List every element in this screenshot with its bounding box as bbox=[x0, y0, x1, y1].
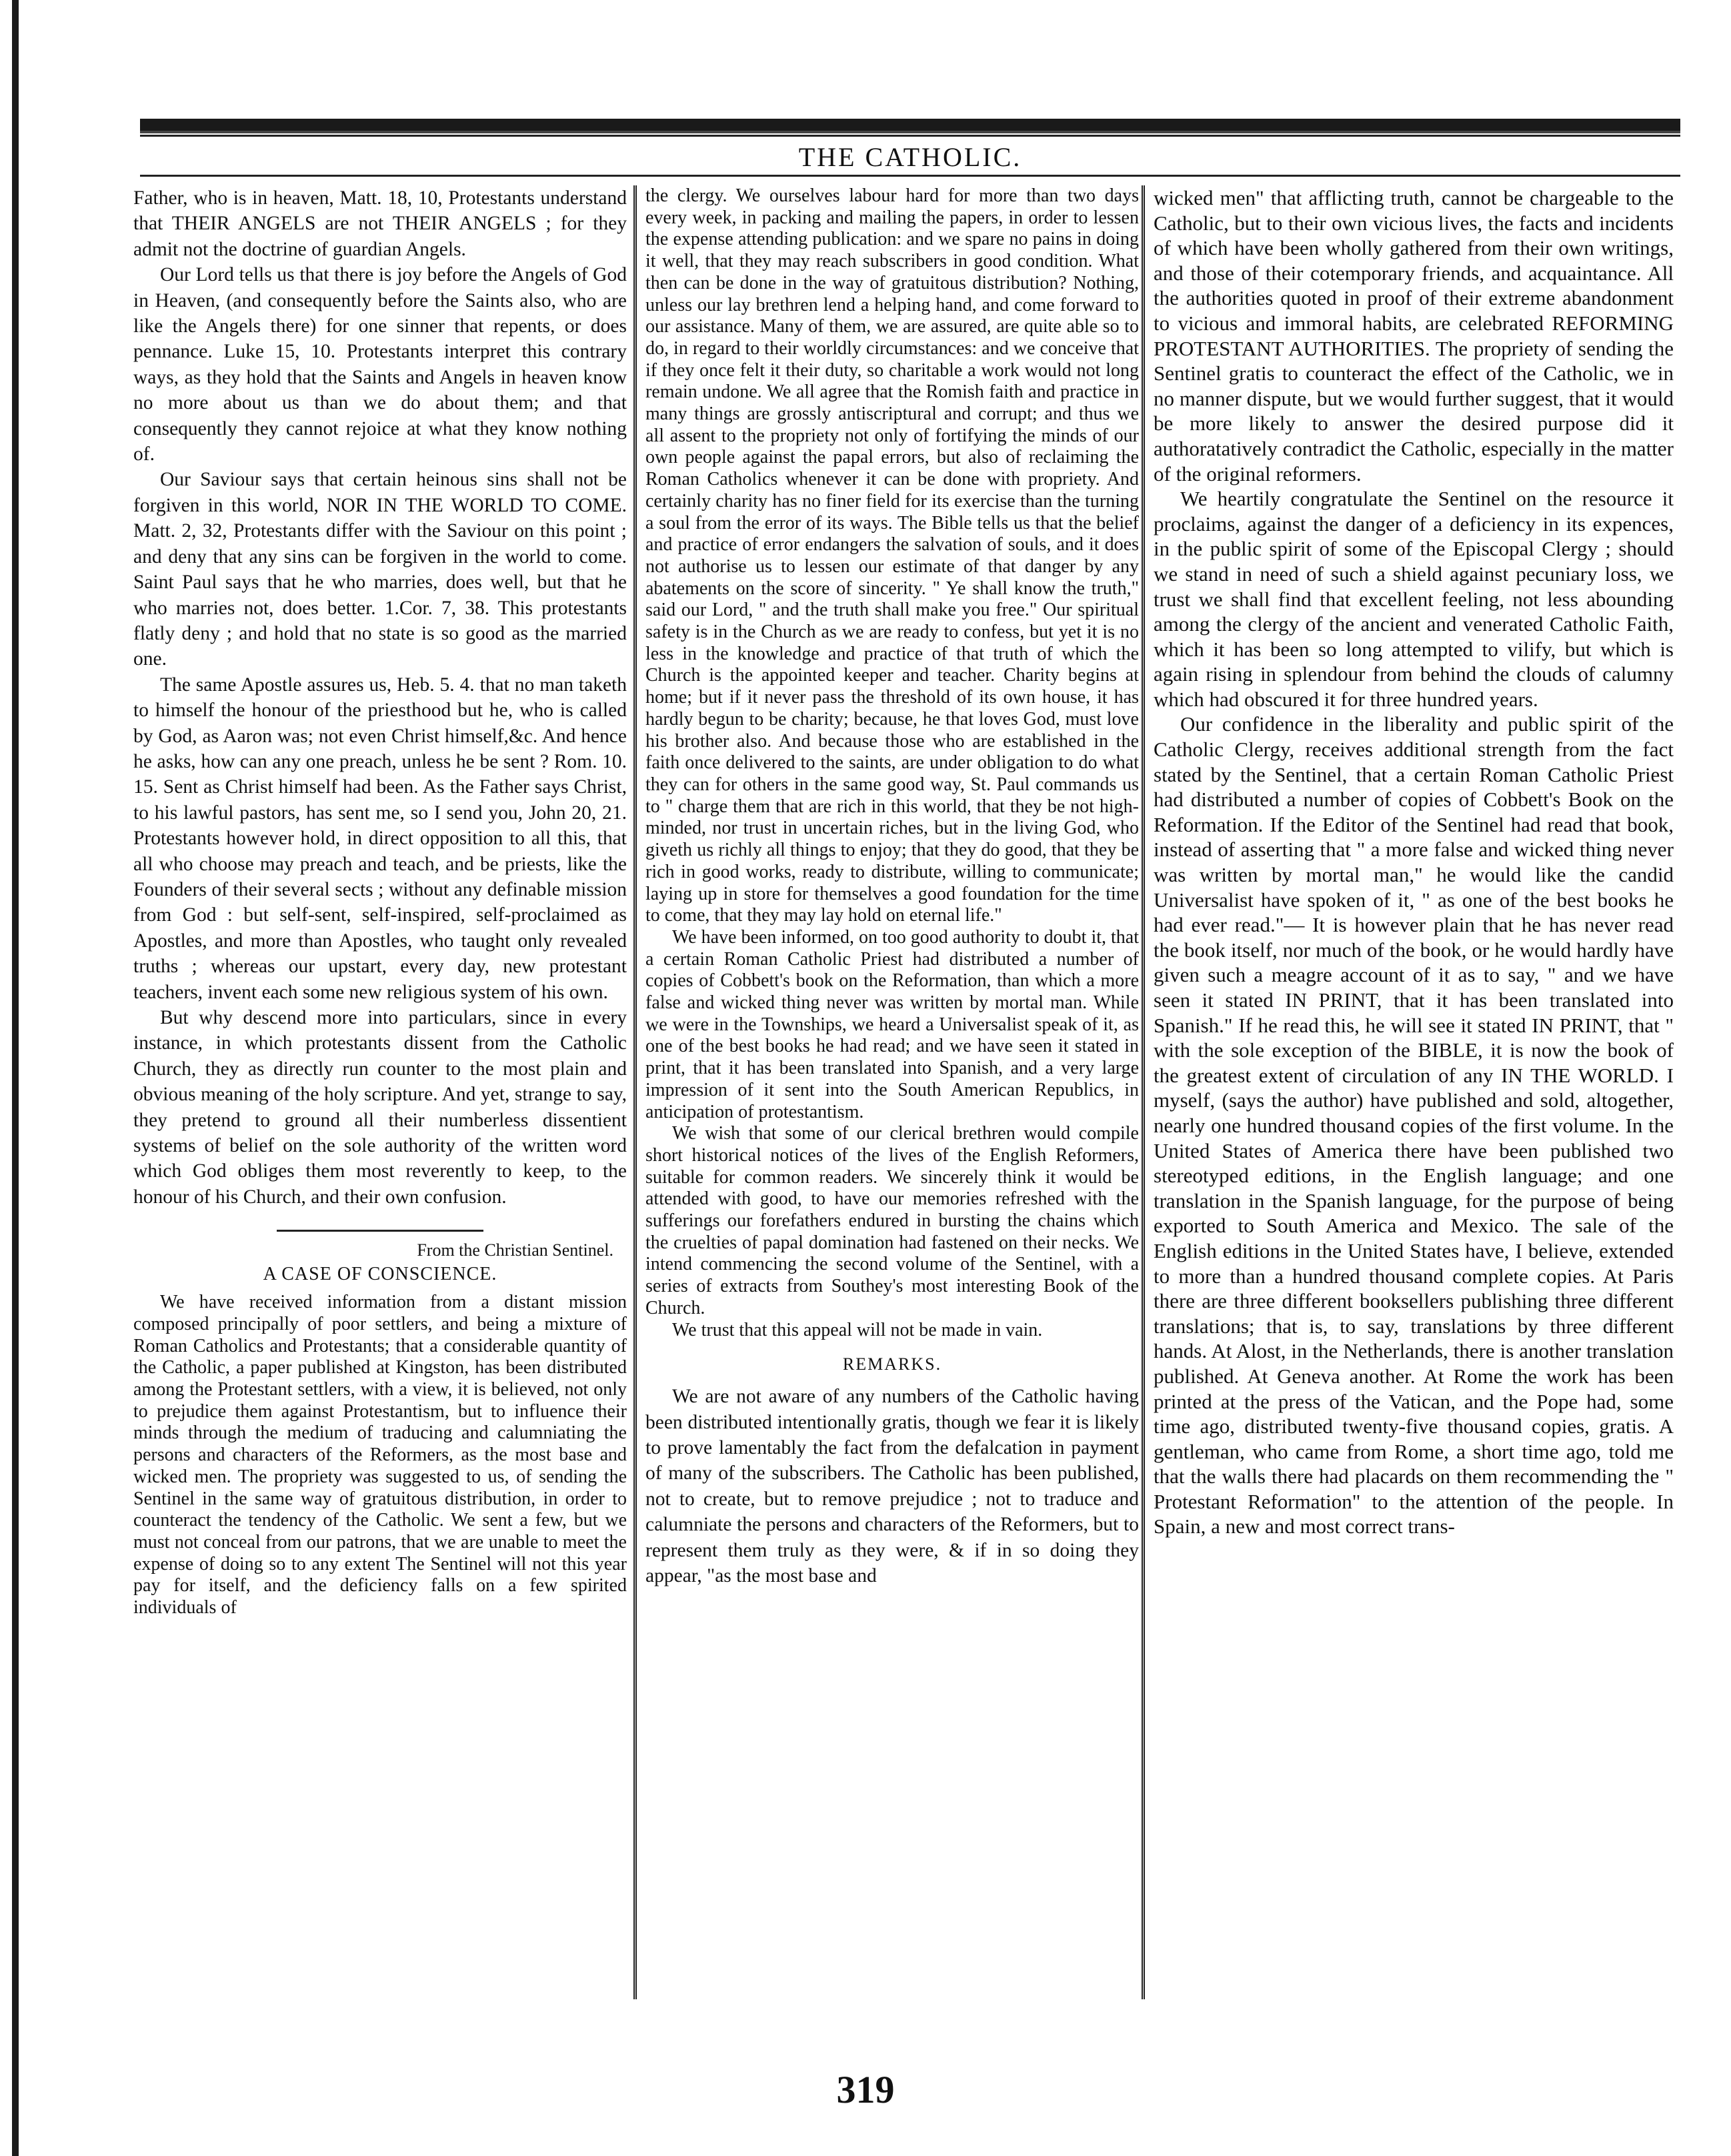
column-divider-2 bbox=[1142, 185, 1145, 1999]
remarks-heading: REMARKS. bbox=[842, 1354, 942, 1374]
col2-paragraph: the clergy. We ourselves labour hard for more than two days every week, in packing and mailing the papers, in order to lessen the expense attending publication: and we spare no pains in doing it well, that they may reach subscribers in good condition. What then can be done in the way of gratuitous distribution? Nothing, unless our lay brethren lend a helping hand, and come forward to our assistance. Many of them, we are assured, are quite able so to do, in regard to their worldly circumstances: and we conceive that if they once felt it their duty, so charitable a work would not long remain undone. We all agree that the Romish faith and practice in many things are grossly antiscriptural and corrupt; and thus we all assent to the propriety not only of fortifying the minds of our own people against the papal errors, but also of reclaiming the Roman Catholics whenever it can be done with propriety. And certainly charity has no finer field for its exercise than the turning a soul from the error of its ways. The Bible tells us that the belief and practice of error endangers the salvation of souls, and it does not authorise us to lessen our estimate of that danger by any abatements on the score of sincerity. " Ye shall know the truth," said our Lord, " and the truth shall make you free." Our spiritual safety is in the Church as we are ready to confess, but yet it is no less in the knowledge and practice of that truth of which the Church is the appointed keeper and teacher. Charity begins at home; but if it never pass the threshold of its own house, it has hardly begun to be charity; because, he that loves God, must love his brother also. And because those who are established in the faith once delivered to the saints, are under obligation to do what they can for others in the same good way, St. Paul commands us to " charge them that are rich in this world, that they be not high-minded, nor trust in uncertain riches, but in the living God, who giveth us richly all things to enjoy; that they do good, that they be rich in good works, ready to distribute, willing to communicate; laying up in store for themselves a good foundation for the time to come, that they may lay hold on eternal life." bbox=[645, 185, 1139, 926]
left-binding-edge bbox=[12, 0, 19, 2156]
remarks-body: We are not aware of any numbers of the Catholic having been distributed intentionally gratis, though we fear it is likely to prove lamentably the fact from the defalcation in payment of many of the subscribers. The Catholic has been published, not to create, but to remove prejudice ; not to traduce and calumniate the persons and characters of the Reformers, but to represent them truly as they were, & if in so doing they appear, "as the most base and bbox=[645, 1386, 1139, 1587]
column-1 bbox=[133, 185, 627, 1973]
col1-paragraph: Father, who is in heaven, Matt. 18, 10, Protestants understand that THEIR ANGELS are not THEIR ANGELS ; for they admit not the doctrine of guardian Angels. bbox=[133, 187, 627, 260]
running-title: THE CATHOLIC. bbox=[798, 142, 1022, 172]
column-2 bbox=[645, 185, 1139, 1973]
header-ornamental-rule bbox=[140, 119, 1680, 133]
article-divider bbox=[277, 1230, 483, 1232]
col3-paragraph: Our confidence in the liberality and public spirit of the Catholic Clergy, receives additional strength from the fact stated by the Sentinel, that a certain Roman Catholic Priest had distributed a number of copies of Cobbett's Book on the Reformation. If the Editor of the Sentinel had read that book, instead of asserting that " a more false and wicked thing never was written by mortal man," he would like the candid Universalist have spoken of it, " as one of the best books he had ever read."— It is however plain that he has never read the book itself, nor much of the book, or he would hardly have given such a meagre account of it as to say, " and we have seen it stated IN PRINT, that it has been translated into Spanish." If he read this, he will see it stated IN PRINT, that " with the sole exception of the BIBLE, it is now the book of the greatest extent of circulation of any IN THE WORLD. I myself, (says the author) have published and sold, altogether, nearly one hundred thousand copies of the first volume. In the United States of America there have been published two stereotyped editions, in the English language; and one translation in the Spanish language, for the purpose of being exported to South America and Mexico. The sale of the English editions in the United States have, I believe, extended to more than a hundred thousand complete copies. At Paris there are three different booksellers publishing three different translations; that is, to say, translations by three different hands. At Alost, in the Netherlands, there is another translation published. At Geneva another. At Rome the work has been printed at the press of the Vatican, and the Pope had, some time ago, distributed twenty-five thousand copies, gratis. A gentleman, who came from Rome, a short time ago, told me that the walls there had placards on them recommending the " Protestant Reformation" to the attention of the people. In Spain, a new and most correct trans- bbox=[1154, 712, 1674, 1538]
article-body: We have received information from a distant mission composed principally of poor settlers, and being a mixture of Roman Catholics and Protestants; that a considerable quantity of the Catholic, a paper published at Kingston, has been distributed among the Protestant settlers, with a view, it is believed, not only to prejudice them against Protestantism, but to influence their minds through the medium of traducing and calumniating the persons and characters of the Reformers, as the most base and wicked men. The propriety was suggested to us, of sending the Sentinel in the same way of gratuitous distribution, in order to counteract the tendency of the Catholic. We sent a few, but we must not conceal from our patrons, that we are unable to meet the expense of doing so to any extent The Sentinel will not this year pay for itself, and the deficiency falls on a few spirited individuals of bbox=[133, 1292, 627, 1619]
col2-paragraph: We have been informed, on too good authority to doubt it, that a certain Roman Catholic Priest had distributed a number of copies of Cobbett's book on the Reformation, than which a more false and wicked thing never was written by mortal man. While we were in the Townships, we heard a Universalist speak of it, as one of the best books he had read; and we have seen it stated in print, that it has been translated into Spanish, and a very large impression of it sent into the South American Republics, in anticipation of protestantism. bbox=[645, 926, 1139, 1122]
article-title: A CASE OF CONSCIENCE. bbox=[263, 1264, 497, 1285]
col1-paragraph: Our Saviour says that certain heinous sins shall not be forgiven in this world, NOR IN THE WORLD TO COME. Matt. 2, 32, Protestants differ with the Saviour on this point ; and deny that any sins can be forgiven in the world to come. Saint Paul says that he who marries, does well, but that he who marries not, does better. 1.Cor. 7, 38. This protestants flatly deny ; and hold that no state is so good as the married one. bbox=[133, 469, 627, 670]
col1-paragraph: The same Apostle assures us, Heb. 5. 4. that no man taketh to himself the honour of the priesthood but he, who is called by God, as Aaron was; not even Christ himself,&c. And hence he asks, how can any one preach, unless he be sent ? Rom. 10. 15. Sent as Christ himself had been. As the Father says Christ, to his lawful pastors, has sent me, so I send you, John 20, 21. Protestants however hold, in direct opposition to all this, that all who choose may preach and teach, and be priests, like the Founders of their several sects ; without any definable mission from God : but self-sent, self-inspired, self-proclaimed as Apostles, and more than Apostles, who taught only revealed truths ; whereas our upstart, every day, new protestant teachers, invent each some new religious system of his own. bbox=[133, 674, 627, 1003]
col1-paragraph: Our Lord tells us that there is joy before the Angels of God in Heaven, (and consequently before the Saints also, who are like the Angels there) for one sinner that repents, or does pennance. Luke 15, 10. Protestants interpret this contrary ways, as they hold that the Saints and Angels in heaven know no more about us than we do about them; and that consequently they cannot rejoice at what they know nothing of. bbox=[133, 264, 627, 465]
col1-paragraph: But why descend more into particulars, since in every instance, in which protestants dissent from the Catholic Church, they as directly run counter to the most plain and obvious meaning of the holy scripture. And yet, strange to say, they pretend to ground all their numberless dissentient systems of belief on the sole authority of the written word which God obliges them most reverently to keep, to the honour of his Church, and their own confusion. bbox=[133, 1007, 627, 1208]
col2-paragraph: We trust that this appeal will not be made in vain. bbox=[672, 1319, 1043, 1340]
col2-paragraph: We wish that some of our clerical brethren would compile short historical notices of the lives of the English Reformers, suitable for common readers. We sincerely think it would be attended with good, to have our memories refreshed with the sufferings our forefathers endured in bursting the chains which the cruelties of papal domination had fastened on their necks. We intend commencing the second volume of the Sentinel, with a series of extracts from Southey's most interesting Book of the Church. bbox=[645, 1123, 1139, 1318]
article-source: From the Christian Sentinel. bbox=[417, 1240, 613, 1260]
col3-paragraph: wicked men" that afflicting truth, cannot be chargeable to the Catholic, but to their own vicious lives, the facts and incidents of which have been wholly gathered from their own writings, and those of their cotemporary friends, and acquaintance. All the authorities quoted in proof of their extreme abandonment to vicious and immoral habits, are celebrated REFORMING PROTESTANT AUTHORITIES. The propriety of sending the Sentinel gratis to counteract the effect of the Catholic, we in no manner dispute, but we would further suggest, that it would be more likely to answer the desired purpose did it authoratatively contradict the Catholic, especially in the matter of the original reformers. bbox=[1154, 186, 1674, 485]
col3-paragraph: We heartily congratulate the Sentinel on the resource it proclaims, against the danger of a deficiency in its expences, in the public spirit of some of the Episcopal Clergy ; should we stand in need of such a shield against pecuniary loss, we trust we shall find that excellent feeling, not less abounding among the clergy of the ancient and venerated Catholic Faith, which it has been so long attempted to vilify, but which is again rising in splendour from behind the clouds of calumny which had obscured it for three hundred years. bbox=[1154, 487, 1674, 711]
column-divider-1 bbox=[633, 185, 637, 1999]
page-number: 319 bbox=[836, 2068, 895, 2111]
header-thin-rule bbox=[140, 135, 1680, 137]
column-3 bbox=[1154, 185, 1674, 1973]
running-title-rule bbox=[140, 175, 1680, 177]
